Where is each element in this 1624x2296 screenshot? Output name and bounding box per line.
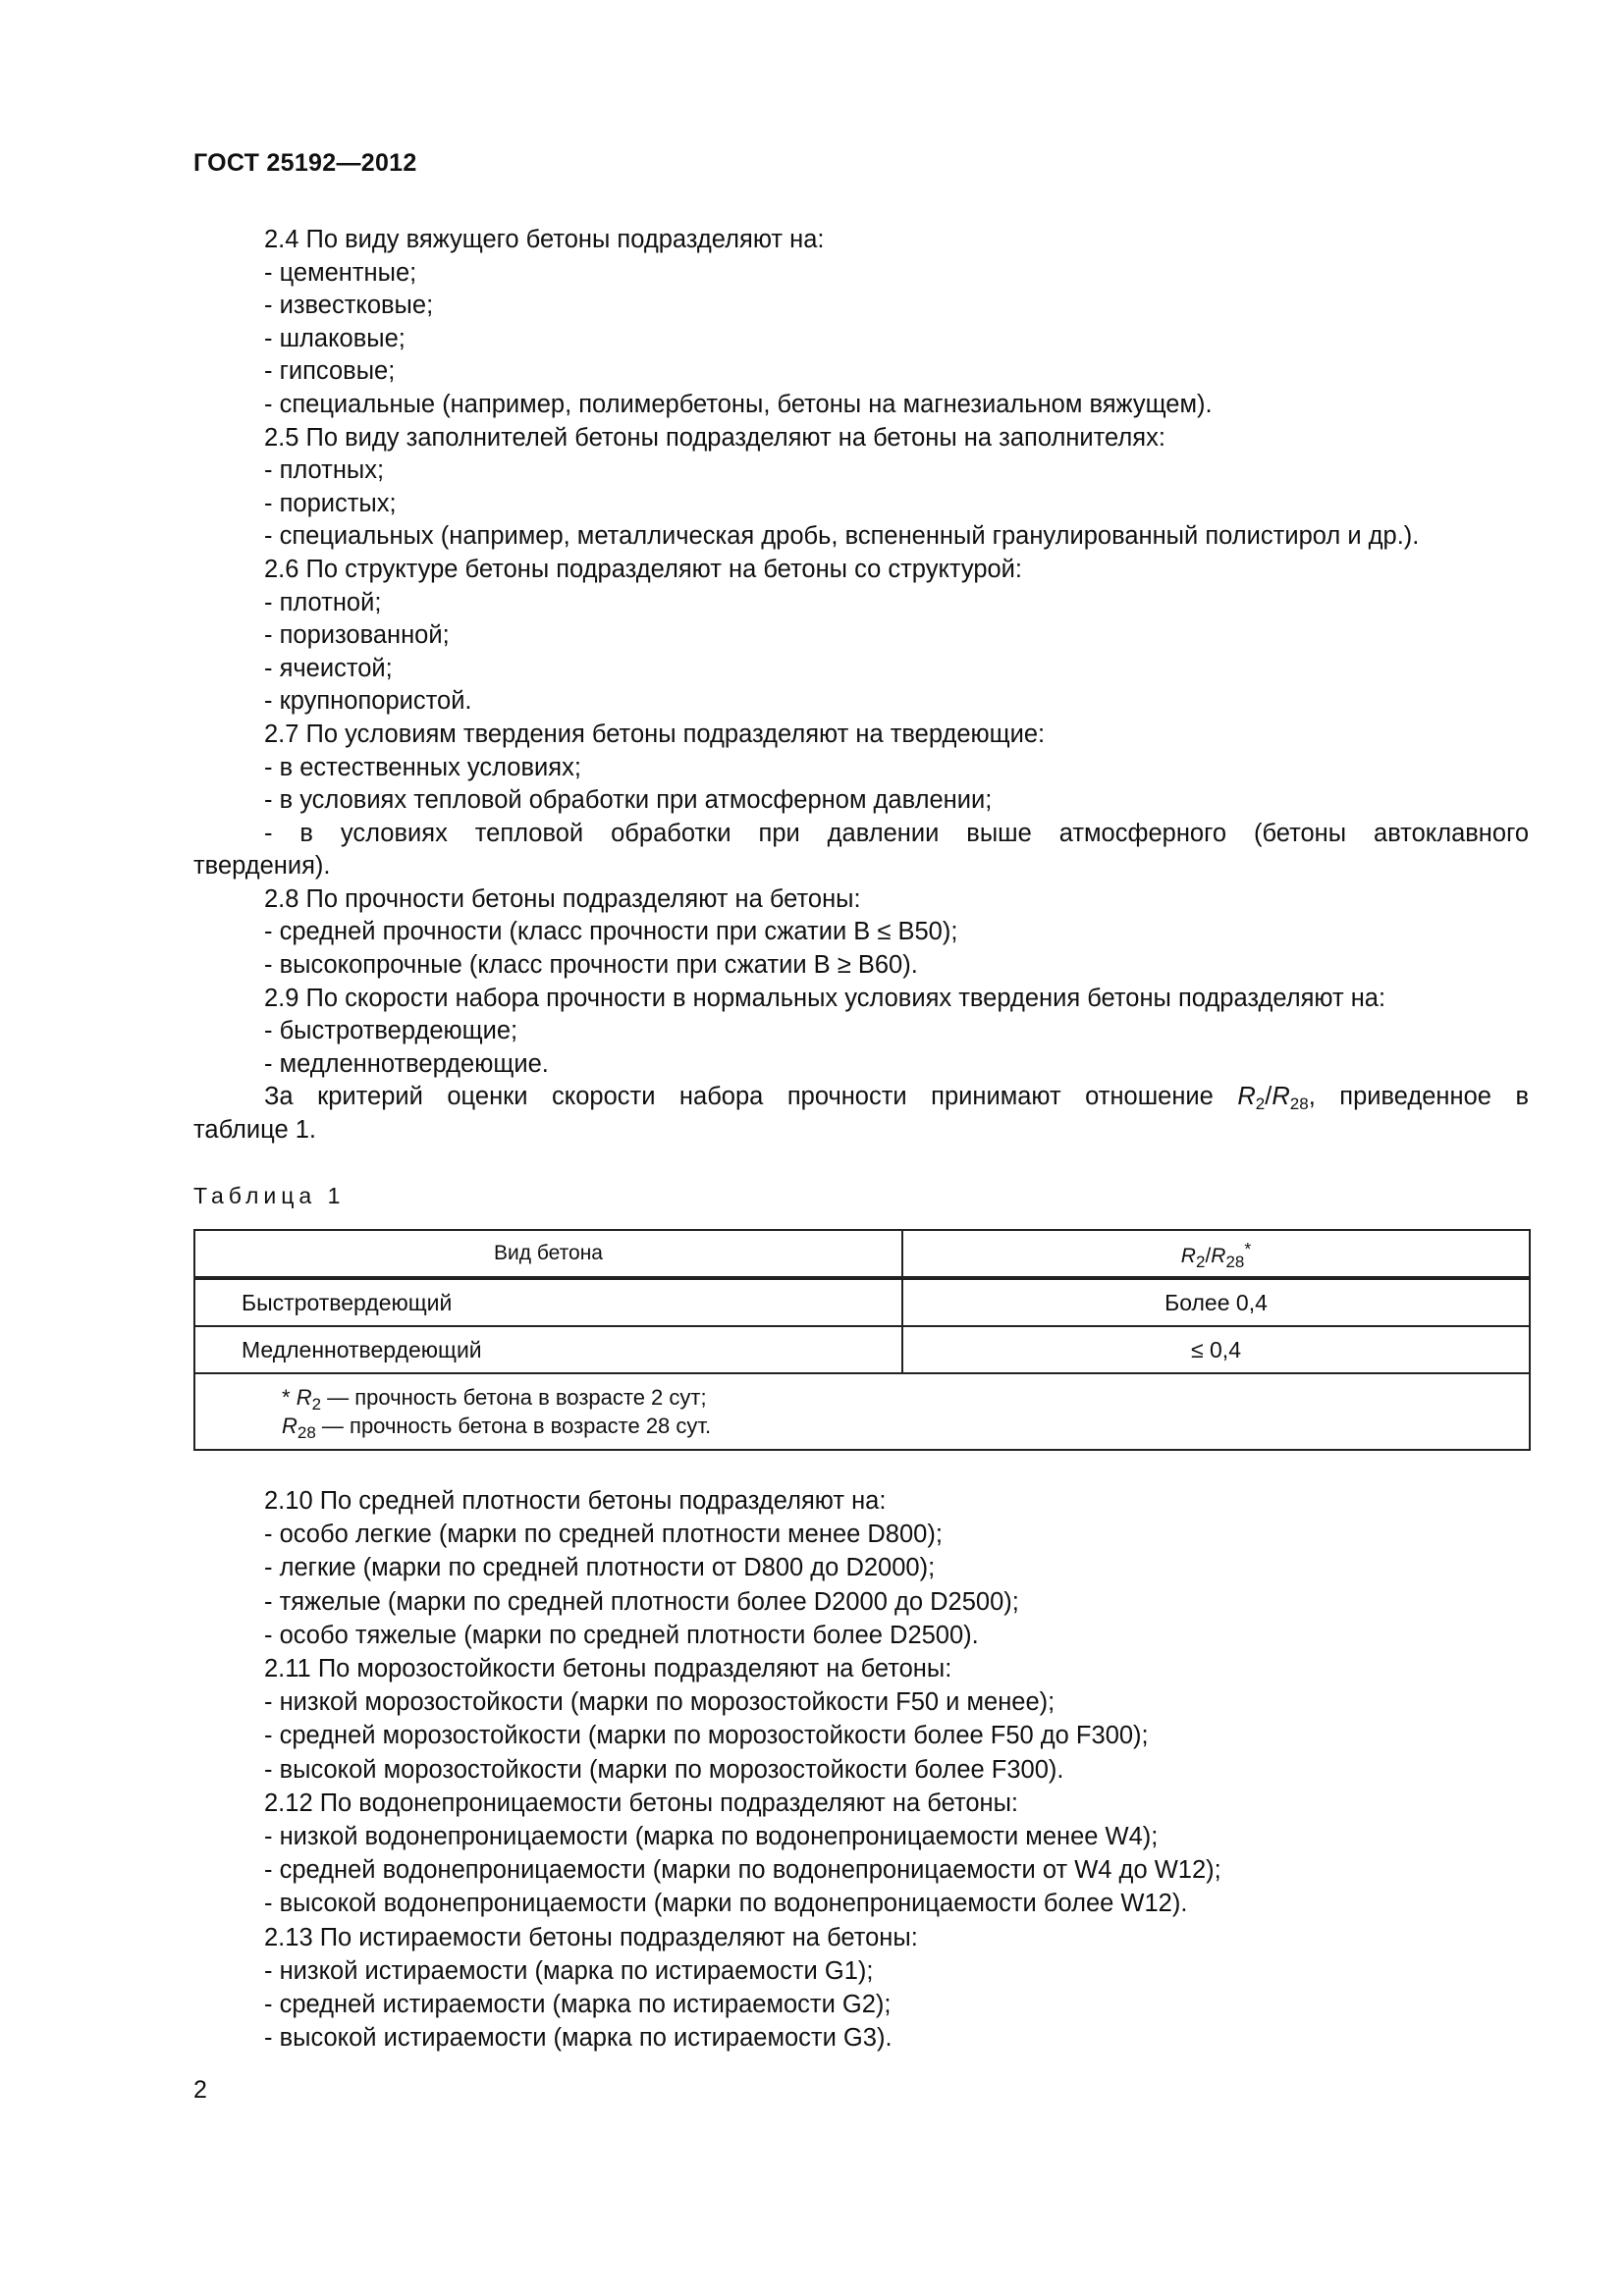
formula-sub: 2	[1255, 1095, 1266, 1114]
footnote-star: *	[1244, 1239, 1252, 1258]
list-item: - низкой морозостойкости (марки по морозостойкости F50 и менее);	[264, 1688, 1056, 1717]
list-item: - пористых;	[264, 489, 397, 517]
section-title: 2.12 По водонепроницаемости бетоны подразделяют на бетоны:	[264, 1789, 1019, 1817]
list-item: - крупнопористой.	[264, 687, 472, 716]
list-item: - низкой водонепроницаемости (марка по водонепроницаемости менее W4);	[264, 1823, 1159, 1851]
section-title: 2.4 По виду вяжущего бетоны подразделяют на:	[264, 226, 825, 253]
list-item: - высокопрочные (класс прочности при сжатии В ≥ В60).	[264, 951, 918, 980]
table-header-kind: Вид бетона	[194, 1230, 902, 1278]
table-header-row	[194, 1230, 1530, 1278]
formula-sub: 28	[1289, 1095, 1309, 1114]
section-title: 2.6 По структуре бетоны подразделяют на бетоны со структурой:	[264, 555, 1023, 583]
footnote-line	[282, 1383, 1529, 1412]
table-caption: Таблица 1	[193, 1183, 346, 1208]
list-item: - в естественных условиях;	[264, 753, 581, 781]
list-item: - плотных;	[264, 456, 385, 485]
list-item: - цементные;	[264, 258, 417, 287]
page-number: 2	[193, 2076, 207, 2104]
list-item: - в условиях тепловой обработки при атмосферном давлении;	[264, 786, 993, 815]
list-item: - в условиях тепловой обработки при давлении выше атмосферного (бетоны автоклавного	[264, 819, 1529, 847]
table-note-row	[194, 1373, 1530, 1450]
list-item: - высокой водонепроницаемости (марки по водонепроницаемости более W12).	[264, 1890, 1188, 1918]
list-item: - специальных (например, металлическая дробь, вспененный гранулированный полистирол и др.).	[264, 522, 1420, 551]
document-body-top	[193, 224, 1529, 1148]
footnote-star: *	[282, 1385, 297, 1410]
footnote-text: — прочность бетона в возрасте 2 сут;	[321, 1385, 707, 1410]
list-item: - известковые;	[264, 292, 434, 320]
list-item: - высокой морозостойкости (марки по морозостойкости более F300).	[264, 1755, 1064, 1784]
table-row	[194, 1278, 1530, 1326]
table-1	[193, 1229, 1531, 1451]
list-item: - тяжелые (марки по средней плотности более D2000 до D2500);	[264, 1587, 1019, 1616]
footnote-line	[282, 1412, 1529, 1440]
list-item: - особо тяжелые (марки по средней плотности более D2500).	[264, 1621, 979, 1649]
list-item: - средней морозостойкости (марки по морозостойкости более F50 до F300);	[264, 1722, 1149, 1750]
formula-slash: /	[1205, 1245, 1212, 1267]
criterion-paragraph	[193, 1081, 1529, 1114]
list-item: - высокой истираемости (марка по истираемости G3).	[264, 2024, 893, 2053]
section-title: 2.11 По морозостойкости бетоны подразделяют на бетоны:	[264, 1655, 952, 1683]
table-header-ratio	[902, 1230, 1530, 1278]
list-item: - низкой истираемости (марка по истираемости G1);	[264, 1956, 874, 1985]
list-item: - поризованной;	[264, 621, 450, 650]
formula-r: R	[282, 1414, 298, 1438]
criterion-text: , приведенное в	[1308, 1083, 1529, 1111]
list-item: - медленнотвердеющие.	[264, 1049, 549, 1078]
list-item: - шлаковые;	[264, 324, 406, 352]
formula-slash: /	[1265, 1083, 1272, 1111]
formula-sub: 2	[1195, 1253, 1206, 1271]
section-title: 2.10 По средней плотности бетоны подразделяют на:	[264, 1487, 887, 1515]
list-item: - особо легкие (марки по средней плотности менее D800);	[264, 1521, 943, 1549]
section-title: 2.7 По условиям твердения бетоны подразделяют на твердеющие:	[264, 720, 1046, 748]
list-item: - ячеистой;	[264, 654, 393, 682]
section-title: 2.9 По скорости набора прочности в нормальных условиях твердения бетоны подразделяют на:	[264, 984, 1386, 1012]
list-item: - средней водонепроницаемости (марки по водонепроницаемости от W4 до W12);	[264, 1856, 1221, 1885]
table-cell-value: Более 0,4	[902, 1278, 1530, 1326]
formula-sub: 28	[297, 1423, 316, 1442]
formula-r: R	[1237, 1083, 1256, 1111]
list-item-continuation: твердения).	[193, 852, 331, 881]
list-item: - плотной;	[264, 588, 382, 616]
section-title: 2.13 По истираемости бетоны подразделяют на бетоны:	[264, 1923, 918, 1951]
formula-r: R	[1211, 1245, 1226, 1267]
table-cell-kind: Быстротвердеющий	[194, 1278, 902, 1326]
formula-r: R	[296, 1385, 312, 1410]
list-item: - легкие (марки по средней плотности от D800 до D2000);	[264, 1554, 936, 1582]
document-body-bottom	[193, 1484, 1529, 2055]
footnote-text: — прочность бетона в возрасте 28 сут.	[315, 1414, 712, 1438]
document-header: ГОСТ 25192—2012	[193, 149, 417, 177]
table-cell-value: ≤ 0,4	[902, 1326, 1530, 1373]
criterion-paragraph-continuation: таблице 1.	[193, 1116, 317, 1145]
list-item: - средней истираемости (марка по истираемости G2);	[264, 1991, 892, 2019]
table-footnote	[194, 1373, 1530, 1450]
list-item: - специальные (например, полимербетоны, бетоны на магнезиальном вяжущем).	[264, 390, 1213, 418]
table-row	[194, 1326, 1530, 1373]
section-title: 2.5 По виду заполнителей бетоны подразделяют на бетоны на заполнителях:	[264, 423, 1165, 452]
list-item: - гипсовые;	[264, 357, 396, 386]
formula-r: R	[1180, 1245, 1196, 1267]
table-cell-kind: Медленнотвердеющий	[194, 1326, 902, 1373]
list-item: - средней прочности (класс прочности при сжатии В ≤ В50);	[264, 918, 958, 946]
list-item: - быстротвердеющие;	[264, 1017, 518, 1045]
formula-r: R	[1272, 1083, 1290, 1111]
formula-sub: 2	[311, 1395, 322, 1414]
formula-sub: 28	[1225, 1253, 1245, 1271]
criterion-text: За критерий оценки скорости набора прочности принимают отношение	[264, 1083, 1238, 1111]
section-title: 2.8 По прочности бетоны подразделяют на бетоны:	[264, 884, 861, 913]
